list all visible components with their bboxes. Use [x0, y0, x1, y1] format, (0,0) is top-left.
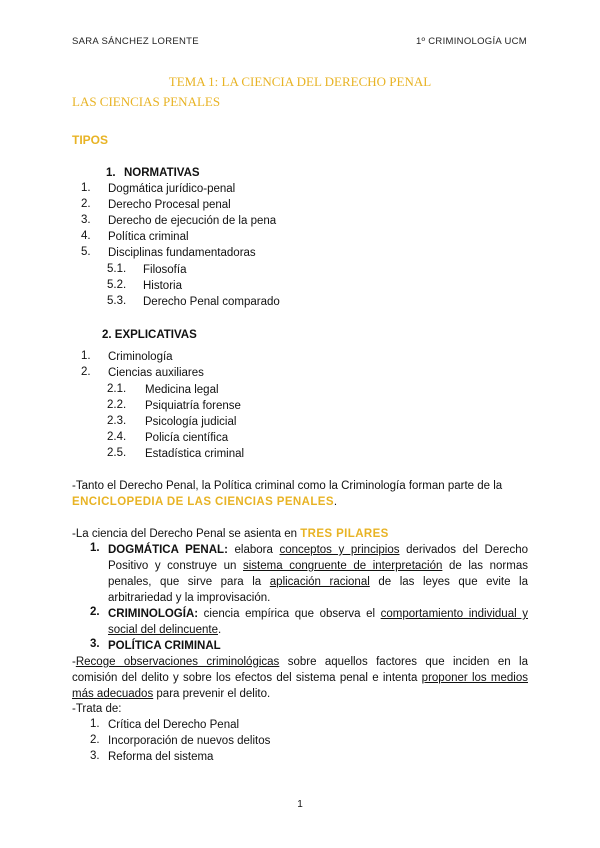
list-item: Crítica del Derecho Penal: [108, 719, 240, 731]
sublist-item: Estadística criminal: [145, 448, 245, 460]
list-number: 3.: [81, 214, 91, 226]
pilar-number: 1.: [90, 542, 100, 554]
paragraph-text: -: [72, 656, 76, 668]
sublist-number: 5.3.: [107, 295, 127, 307]
normativas-heading-number: 1.: [106, 167, 116, 179]
paragraph-text: para prevenir el delito.: [153, 688, 271, 700]
enciclopedia-highlight: ENCICLOPEDIA DE LAS CIENCIAS PENALES: [72, 496, 334, 508]
pilar-heading: DOGMÁTICA PENAL:: [108, 544, 228, 556]
list-item: Disciplinas fundamentadoras: [108, 247, 256, 259]
sublist-number: 2.4.: [107, 431, 127, 443]
list-item: Derecho de ejecución de la pena: [108, 215, 277, 227]
section-title: LAS CIENCIAS PENALES: [72, 94, 221, 109]
explicativas-heading: 2. EXPLICATIVAS: [102, 329, 197, 341]
sublist-number: 2.1.: [107, 383, 127, 395]
underlined-text: Recoge observaciones criminológicas: [75, 656, 280, 668]
pilar-dogmatica: [108, 542, 528, 606]
paragraph-pilares: [72, 526, 528, 542]
header-author: SARA SÁNCHEZ LORENTE: [72, 36, 199, 47]
pilar-text: elabora: [227, 544, 280, 556]
list-number: 1.: [90, 718, 100, 730]
list-item: Ciencias auxiliares: [108, 367, 204, 379]
list-number: 2.: [81, 198, 91, 210]
list-item: Dogmática jurídico-penal: [108, 183, 236, 195]
list-number: 1.: [81, 182, 91, 194]
pilar-text: derivados del Derecho Positivo y construye un: [108, 544, 528, 572]
trata-label: -Trata de:: [72, 703, 122, 715]
pilar-heading: CRIMINOLOGÍA:: [108, 608, 199, 620]
list-item: Criminología: [108, 351, 173, 363]
list-item: Reforma del sistema: [108, 751, 214, 763]
paragraph-enciclopedia: [72, 478, 528, 510]
pilar-politica-criminal: [108, 638, 221, 654]
pilar-number: 3.: [90, 638, 100, 650]
paragraph-text: -La ciencia del Derecho Penal se asienta en: [72, 528, 301, 540]
sublist-number: 2.5.: [107, 447, 127, 459]
pilar-criminologia: [108, 606, 528, 638]
list-number: 4.: [81, 230, 91, 242]
list-item: Política criminal: [108, 231, 189, 243]
sublist-number: 5.1.: [107, 263, 127, 275]
pilar-text: de las leyes que evite la arbitrariedad y la improvisación.: [108, 576, 528, 604]
pilar-text: ciencia empírica que observa el: [198, 608, 381, 620]
underlined-text: comportamiento individual y social del delincuente: [108, 608, 528, 636]
normativas-heading: NORMATIVAS: [124, 167, 200, 179]
document-title: TEMA 1: LA CIENCIA DEL DERECHO PENAL: [168, 74, 432, 89]
list-number: 3.: [90, 750, 100, 762]
paragraph-politica-criminal: [72, 654, 528, 702]
list-number: 2.: [90, 734, 100, 746]
underlined-text: aplicación racional: [269, 576, 370, 588]
sublist-item: Derecho Penal comparado: [143, 296, 280, 308]
list-number: 1.: [81, 350, 91, 362]
pilar-text: de las normas penales, que sirve para la: [108, 560, 528, 588]
sublist-number: 2.2.: [107, 399, 127, 411]
pilar-text: .: [217, 624, 222, 636]
header-course: 1º CRIMINOLOGÍA UCM: [415, 36, 527, 47]
underlined-text: proponer los medios más adecuados: [72, 672, 528, 700]
list-item: Derecho Procesal penal: [108, 199, 231, 211]
tipos-heading: TIPOS: [72, 133, 109, 147]
sublist-item: Psicología judicial: [145, 416, 237, 428]
underlined-text: conceptos y principios: [279, 544, 400, 556]
sublist-number: 5.2.: [107, 279, 127, 291]
list-number: 5.: [81, 246, 91, 258]
sublist-item: Filosofía: [143, 264, 187, 276]
sublist-item: Historia: [143, 280, 182, 292]
paragraph-text: -Tanto el Derecho Penal, la Política criminal como la Criminología forman parte de la: [72, 480, 503, 492]
paragraph-text: sobre aquellos factores que inciden en la comisión del delito y sobre los efectos del sistema penal e intenta: [72, 656, 528, 684]
sublist-item: Medicina legal: [145, 384, 219, 396]
sublist-item: Policía científica: [145, 432, 229, 444]
pilar-heading: POLÍTICA CRIMINAL: [108, 640, 221, 652]
sublist-item: Psiquiatría forense: [145, 400, 241, 412]
paragraph-text: .: [333, 496, 338, 508]
list-item: Incorporación de nuevos delitos: [108, 735, 271, 747]
pilar-number: 2.: [90, 606, 100, 618]
list-number: 2.: [81, 366, 91, 378]
sublist-number: 2.3.: [107, 415, 127, 427]
page-number: 1: [297, 799, 303, 810]
tres-pilares-highlight: TRES PILARES: [300, 528, 389, 540]
underlined-text: sistema congruente de interpretación: [243, 560, 443, 572]
